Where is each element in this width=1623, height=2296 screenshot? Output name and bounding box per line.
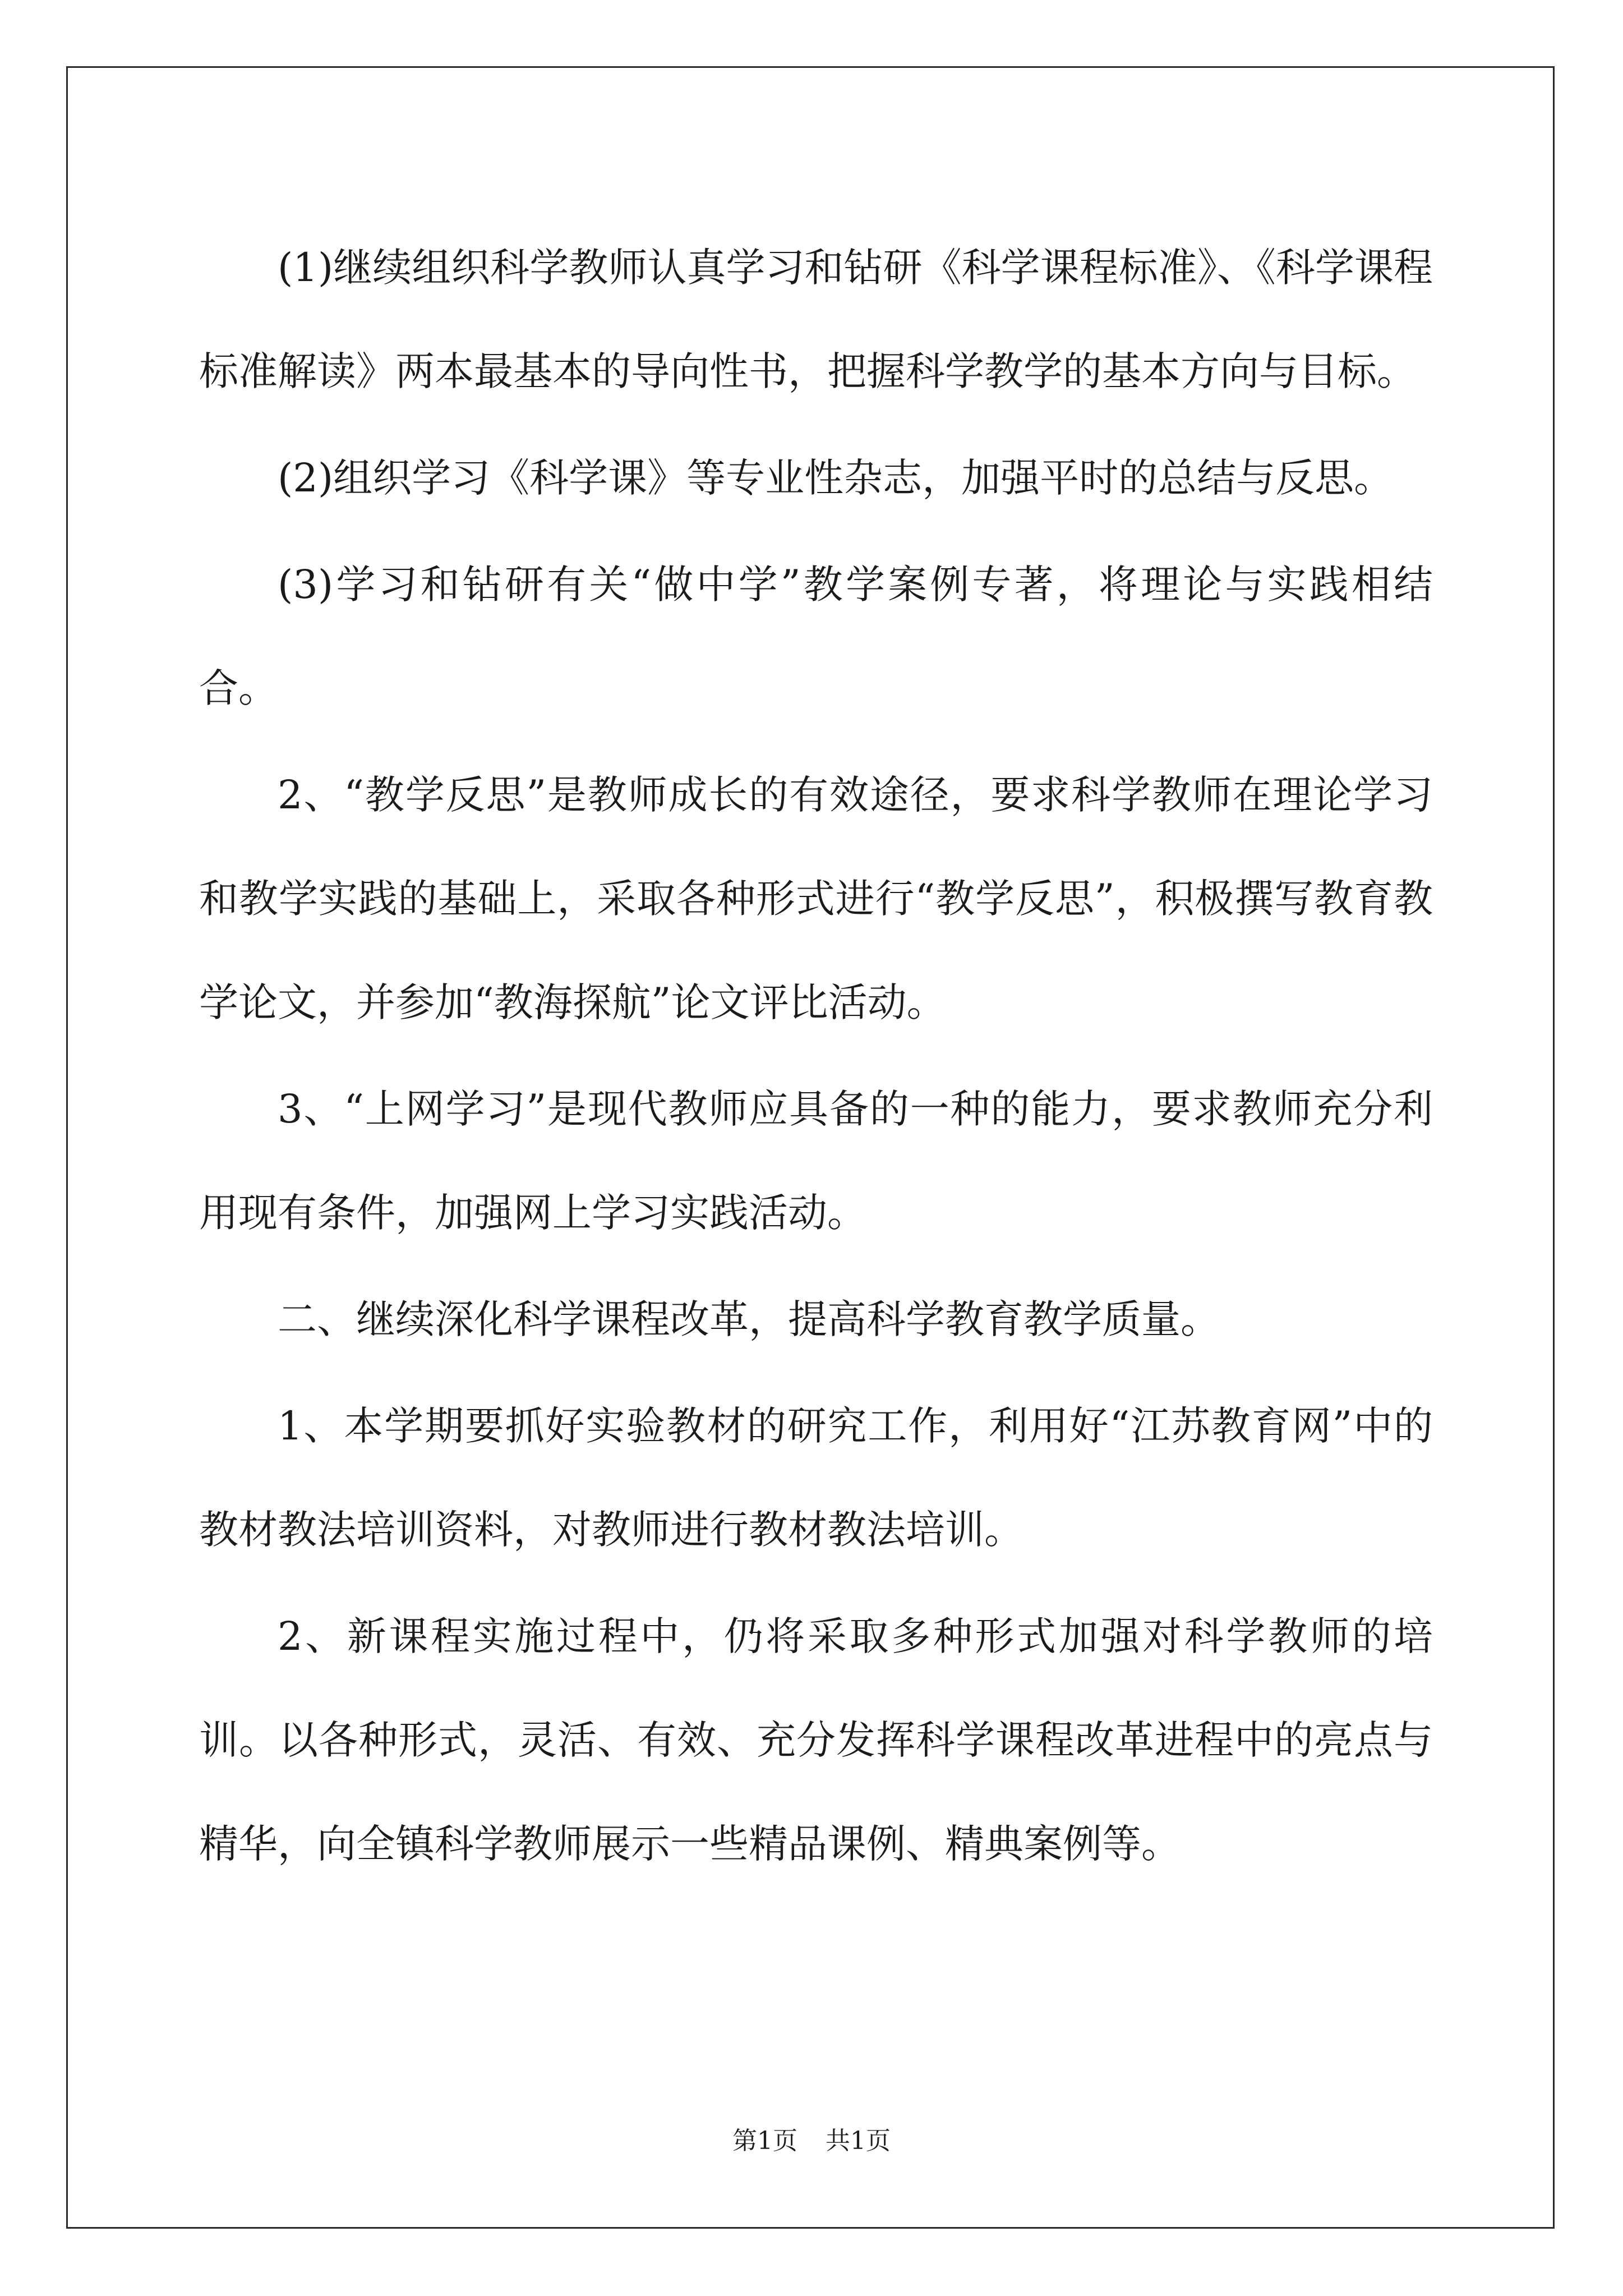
paragraph-teaching-reflection: 2、“教学反思”是教师成长的有效途径，要求科学教师在理论学习和教学实践的基础上，采取各种形式进行“教学反思”，积极撰写教育教学论文，并参加“教海探航”论文评比活动。 — [199, 772, 1433, 1025]
document-body — [199, 216, 1433, 1899]
paragraph-study-journals: (2)组织学习《科学课》等专业性杂志，加强平时的总结与反思。 — [278, 455, 1394, 501]
paragraph-teacher-training: 2、新课程实施过程中，仍将采取多种形式加强对科学教师的培训。以各种形式，灵活、有效、充分发挥科学课程改革进程中的亮点与精华，向全镇科学教师展示一些精品课例、精典案例等。 — [199, 1613, 1433, 1867]
paragraph-online-learning: 3、“上网学习”是现代教师应具备的一种的能力，要求教师充分利用现有条件，加强网上学习实践活动。 — [199, 1086, 1433, 1236]
paragraph-textbook-research: 1、本学期要抓好实验教材的研究工作，利用好“江苏教育网”中的教材教法培训资料，对教师进行教材教法培训。 — [199, 1403, 1433, 1553]
paragraph-study-cases: (3)学习和钻研有关“做中学”教学案例专著，将理论与实践相结合。 — [199, 562, 1433, 711]
page-number: 第1页 — [732, 2127, 797, 2155]
page-total: 共1页 — [826, 2127, 891, 2155]
paragraph-study-standards: (1)继续组织科学教师认真学习和钻研《科学课程标准》、《科学课程标准解读》两本最基本的导向性书，把握科学教学的基本方向与目标。 — [199, 245, 1433, 394]
page-footer — [0, 2120, 1623, 2156]
section-heading-curriculum-reform: 二、继续深化科学课程改革，提高科学教育教学质量。 — [278, 1296, 1220, 1342]
